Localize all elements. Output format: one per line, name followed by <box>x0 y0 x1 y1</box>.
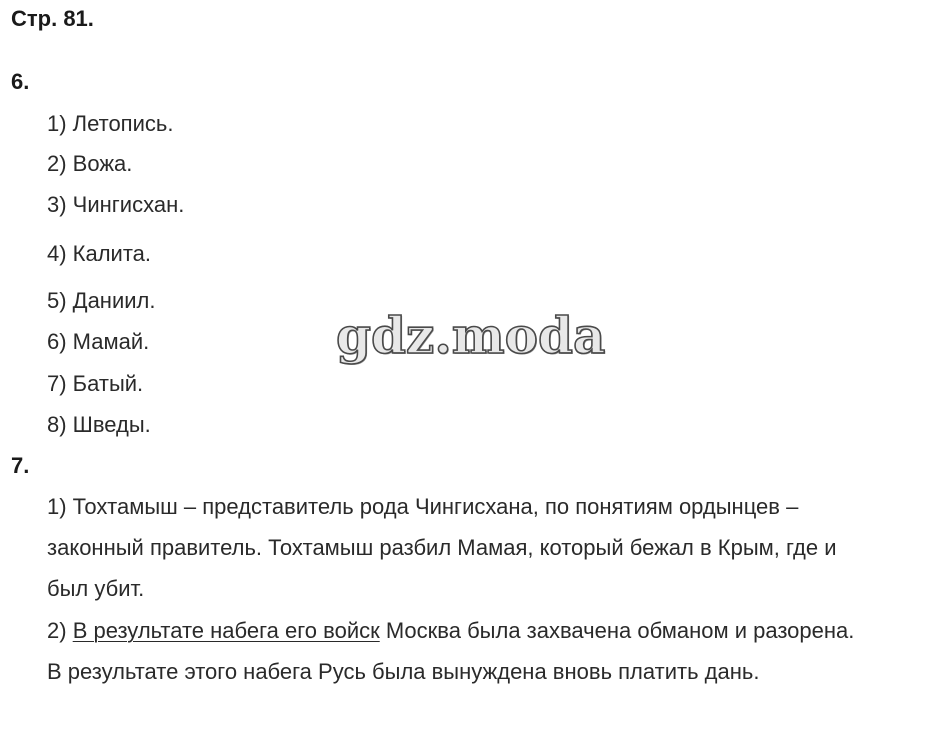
task-7-answer-1-line-3: был убит. <box>47 576 145 601</box>
page-title: Стр. 81. <box>11 6 94 31</box>
task-6-item-2: 2) Вожа. <box>47 151 133 176</box>
task-7-answer-2-line-1 <box>47 618 854 644</box>
task-6-item-5: 5) Даниил. <box>47 288 156 313</box>
task-7-answer-1-line-1: 1) Тохтамыш – представитель рода Чингисхана, по понятиям ордынцев – <box>47 494 799 519</box>
task-6-item-3: 3) Чингисхан. <box>47 192 185 217</box>
task-6-item-6: 6) Мамай. <box>47 329 150 354</box>
task-6-item-8: 8) Шведы. <box>47 412 151 437</box>
watermark-logo: gdz.moda <box>336 306 606 365</box>
task-7-answer-2-prefix: 2) <box>47 618 73 643</box>
task-6-number: 6. <box>11 69 30 94</box>
task-7-answer-1-line-2: законный правитель. Тохтамыш разбил Мамая, который бежал в Крым, где и <box>47 535 837 560</box>
task-7-number: 7. <box>11 453 30 478</box>
task-7-answer-2-line-2: В результате этого набега Русь была вынуждена вновь платить дань. <box>47 659 760 684</box>
task-7-answer-2-underlined: В результате набега его войск <box>72 618 380 643</box>
task-6-item-4: 4) Калита. <box>47 241 152 266</box>
task-6-item-7: 7) Батый. <box>47 371 144 396</box>
task-7-answer-2-rest: Москва была захвачена обманом и разорена. <box>379 618 855 643</box>
task-6-item-1: 1) Летопись. <box>47 111 174 136</box>
